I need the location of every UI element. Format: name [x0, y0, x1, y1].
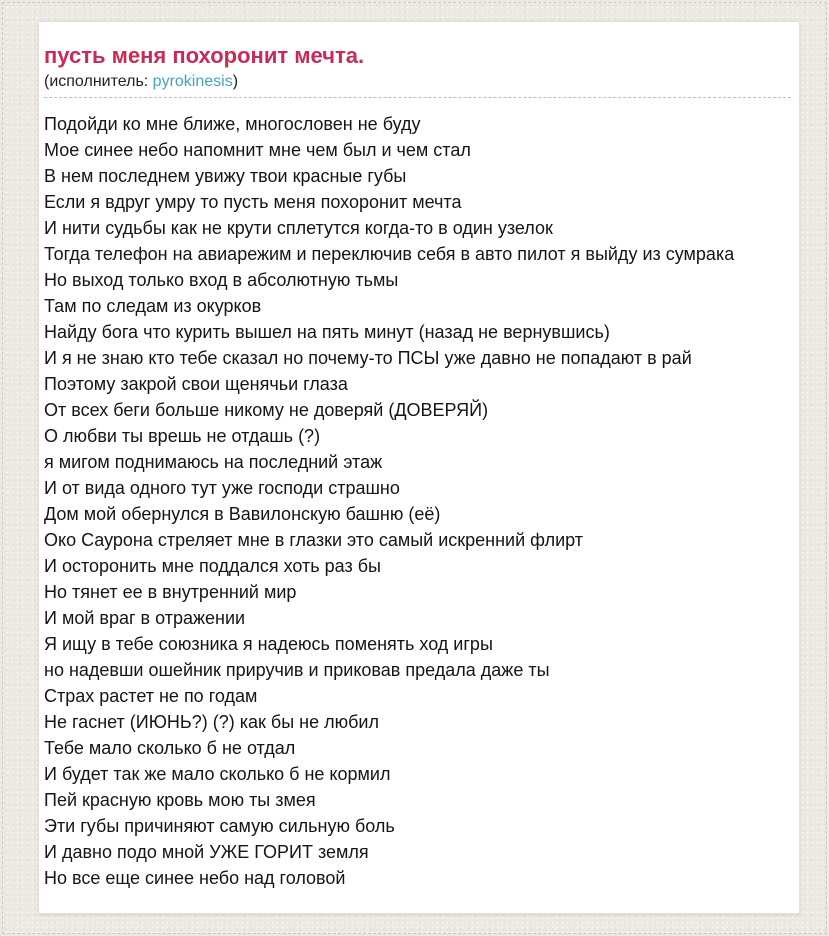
lyric-line: Око Саурона стреляет мне в глазки это самый искренний флирт [44, 530, 583, 550]
lyric-line: я мигом поднимаюсь на последний этаж [44, 452, 383, 472]
lyric-line: Эти губы причиняют самую сильную боль [44, 816, 395, 836]
lyric-line: Пей красную кровь мою ты змея [44, 790, 316, 810]
lyric-line: И нити судьбы как не крути сплетутся когда-то в один узелок [44, 218, 553, 238]
lyric-line: Но тянет ее в внутренний мир [44, 582, 297, 602]
lyric-line: Тебе мало сколько б не отдал [44, 738, 296, 758]
artist-label-suffix: ) [232, 73, 239, 90]
lyric-line: И давно подо мной УЖЕ ГОРИТ земля [44, 842, 369, 862]
lyric-line: Я ищу в тебе союзника я надеюсь поменять ход игры [44, 634, 493, 654]
lyric-line: И я не знаю кто тебе сказал но почему-то ПСЫ уже давно не попадают в рай [44, 348, 692, 368]
lyric-line: Подойди ко мне ближе, многословен не буду [44, 114, 421, 134]
lyrics-text [44, 111, 791, 891]
lyric-line: Найду бога что курить вышел на пять минут (назад не вернувшись) [44, 322, 610, 342]
lyric-line: Если я вдруг умру то пусть меня похоронит мечта [44, 192, 462, 212]
lyric-line: И от вида одного тут уже господи страшно [44, 478, 400, 498]
artist-line [44, 73, 791, 98]
lyric-line: Тогда телефон на авиарежим и переключив себя в авто пилот я выйду из сумрака [44, 244, 735, 264]
lyric-line: От всех беги больше никому не доверяй (ДОВЕРЯЙ) [44, 400, 489, 420]
lyric-line: Страх растет не по годам [44, 686, 258, 706]
lyric-line: Дом мой обернулся в Вавилонскую башню (её) [44, 504, 441, 524]
lyric-line: И осторонить мне поддался хоть раз бы [44, 556, 381, 576]
artist-link[interactable]: pyrokinesis [152, 73, 233, 90]
lyrics-card [38, 21, 800, 914]
song-title: пусть меня похоронит мечта. [44, 43, 365, 68]
lyric-line: В нем последнем увижу твои красные губы [44, 166, 407, 186]
lyric-line: Не гаснет (ИЮНЬ?) (?) как бы не любил [44, 712, 379, 732]
lyric-line: Там по следам из окурков [44, 296, 262, 316]
artist-label-prefix: (исполнитель: [44, 73, 153, 90]
lyric-line: но надевши ошейник приручив и приковав предала даже ты [44, 660, 550, 680]
lyric-line: И мой враг в отражении [44, 608, 246, 628]
lyric-line: Мое синее небо напомнит мне чем был и чем стал [44, 140, 471, 160]
lyric-line: И будет так же мало сколько б не кормил [44, 764, 391, 784]
lyric-line: Но выход только вход в абсолютную тьмы [44, 270, 399, 290]
lyric-line: О любви ты врешь не отдашь (?) [44, 426, 321, 446]
lyric-line: Поэтому закрой свои щенячьи глаза [44, 374, 348, 394]
lyric-line: Но все еще синее небо над головой [44, 868, 346, 888]
